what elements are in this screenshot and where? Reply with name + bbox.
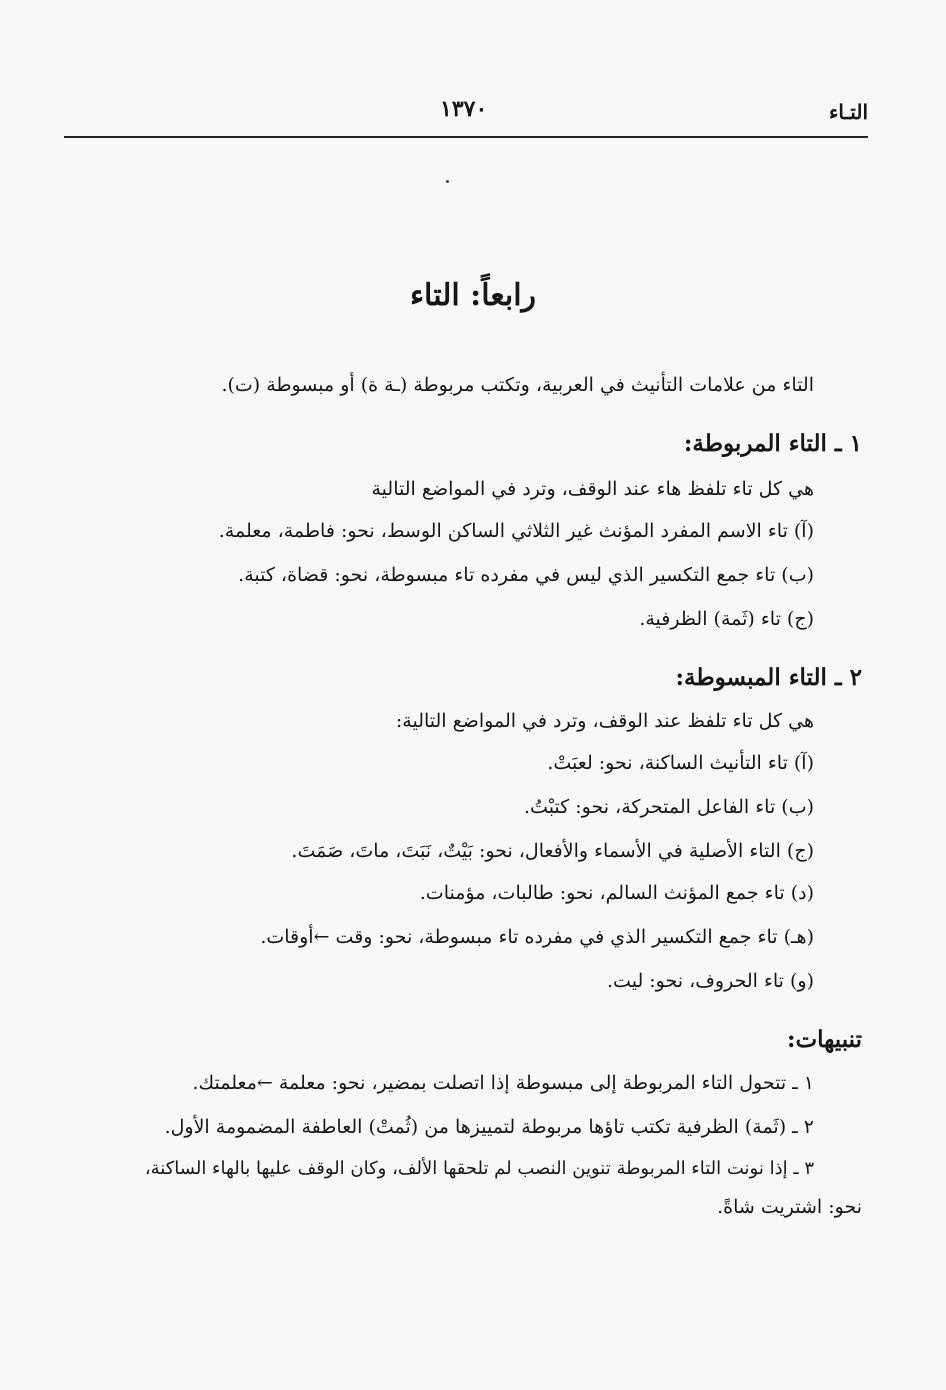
mabsuta-item: (آ) تاء التأنيث الساكنة، نحو: لعبَتْ. (547, 752, 814, 774)
marbuta-heading: ١ ـ التاء المربوطة: (683, 430, 862, 457)
running-title: التـاء (828, 100, 868, 124)
mabsuta-heading: ٢ ـ التاء المبسوطة: (675, 664, 862, 691)
note-item: ٣ ـ إذا نونت التاء المربوطة تنوين النصب لم تلحقها الألف، وكان الوقف عليها بالهاء الساكنة، (144, 1158, 814, 1179)
page-number: ١٣٧٠ (440, 96, 488, 122)
marbuta-definition: هي كل تاء تلفظ هاء عند الوقف، وترد في المواضع التالية (371, 478, 814, 500)
note-continuation: نحو: اشتريت شاةً. (717, 1196, 862, 1218)
mabsuta-item: (ب) تاء الفاعل المتحركة، نحو: كتبْتُ. (524, 796, 814, 818)
print-speck (446, 180, 449, 183)
marbuta-item: (ج) تاء (ثَمة) الظرفية. (639, 608, 814, 630)
intro-paragraph: التاء من علامات التأنيث في العربية، وتكتب مربوطة (ـة ة) أو مبسوطة (ت). (221, 374, 814, 396)
section-title: رابعاً: التاء (409, 278, 537, 313)
mabsuta-definition: هي كل تاء تلفظ عند الوقف، وترد في المواضع التالية: (395, 710, 814, 732)
marbuta-item: (ب) تاء جمع التكسير الذي ليس في مفرده تاء مبسوطة، نحو: قضاة، كتبة. (238, 564, 814, 586)
mabsuta-item: (ج) التاء الأصلية في الأسماء والأفعال، نحو: بَيْتٌ، نَبَتَ، ماتَ، صَمَتَ. (291, 840, 814, 862)
note-item: ٢ ـ (ثَمة) الظرفية تكتب تاؤها مربوطة لتمييزها من (ثُمتْ) العاطفة المضمومة الأول. (164, 1116, 814, 1138)
header-rule (64, 136, 868, 138)
mabsuta-item: (هـ) تاء جمع التكسير الذي في مفرده تاء مبسوطة، نحو: وقت ←أوقات. (260, 926, 814, 948)
note-item: ١ ـ تتحول التاء المربوطة إلى مبسوطة إذا اتصلت بمضير، نحو: معلمة ←معلمتك. (192, 1072, 814, 1094)
marbuta-item: (آ) تاء الاسم المفرد المؤنث غير الثلاثي الساكن الوسط، نحو: فاطمة، معلمة. (218, 520, 814, 542)
mabsuta-item: (د) تاء جمع المؤنث السالم، نحو: طالبات، مؤمنات. (419, 882, 814, 904)
notes-heading: تنبيهات: (787, 1026, 862, 1053)
mabsuta-item: (و) تاء الحروف، نحو: ليت. (607, 970, 814, 992)
